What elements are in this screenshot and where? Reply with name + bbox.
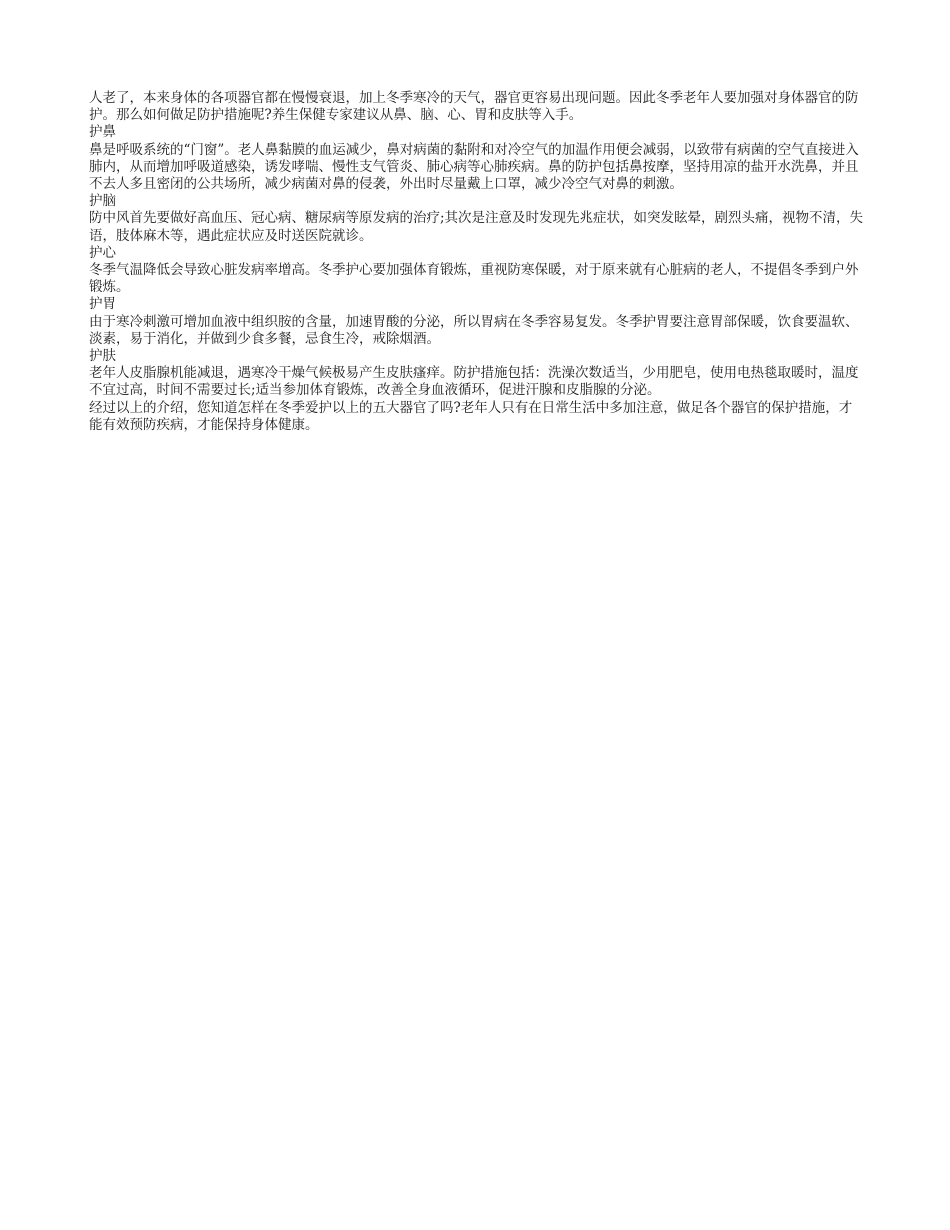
document-body <box>89 90 864 434</box>
section-heading-heart: 护心 <box>89 244 116 261</box>
section-heading-skin: 护肤 <box>89 348 116 365</box>
intro-paragraph: 人老了，本来身体的各项器官都在慢慢衰退，加上冬季寒冷的天气，器官更容易出现问题。因此冬季老年人要加强对身体器官的防护。那么如何做足防护措施呢?养生保健专家建议从鼻、脑、心、胃和皮肤等入手。 <box>89 90 859 124</box>
section-body-heart: 冬季气温降低会导致心脏发病率增高。冬季护心要加强体育锻炼，重视防寒保暖，对于原来就有心脏病的老人，不提倡冬季到户外锻炼。 <box>89 262 859 296</box>
section-body-brain: 防中风首先要做好高血压、冠心病、糖尿病等原发病的治疗;其次是注意及时发现先兆症状，如突发眩晕，剧烈头痛，视物不清，失语，肢体麻木等，遇此症状应及时送医院就诊。 <box>89 210 864 244</box>
section-heading-brain: 护脑 <box>89 193 116 210</box>
conclusion-paragraph: 经过以上的介绍，您知道怎样在冬季爱护以上的五大器官了吗?老年人只有在日常生活中多加注意，做足各个器官的保护措施，才能有效预防疾病，才能保持身体健康。 <box>89 399 853 433</box>
section-heading-nose: 护鼻 <box>89 124 116 141</box>
section-body-nose: 鼻是呼吸系统的“门窗”。老人鼻黏膜的血运减少，鼻对病菌的黏附和对冷空气的加温作用便会减弱，以致带有病菌的空气直接进入肺内，从而增加呼吸道感染，诱发哮喘、慢性支气管炎、肺心病等心肺疾病。鼻的防护包括鼻按摩，坚持用凉的盐开水洗鼻，并且不去人多且密闭的公共场所，减少病菌对鼻的侵袭，外出时尽量戴上口罩，减少冷空气对鼻的刺激。 <box>89 141 859 193</box>
section-body-stomach: 由于寒冷刺激可增加血液中组织胺的含量，加速胃酸的分泌，所以胃病在冬季容易复发。冬季护胃要注意胃部保暖，饮食要温软、淡素，易于消化，并做到少食多餐，忌食生冷，戒除烟酒。 <box>89 313 859 347</box>
section-heading-stomach: 护胃 <box>89 296 116 313</box>
section-body-skin: 老年人皮脂腺机能减退，遇寒冷干燥气候极易产生皮肤瘙痒。防护措施包括：洗澡次数适当，少用肥皂，使用电热毯取暖时，温度不宜过高，时间不需要过长;适当参加体育锻炼，改善全身血液循环，促进汗腺和皮脂腺的分泌。 <box>89 365 859 399</box>
